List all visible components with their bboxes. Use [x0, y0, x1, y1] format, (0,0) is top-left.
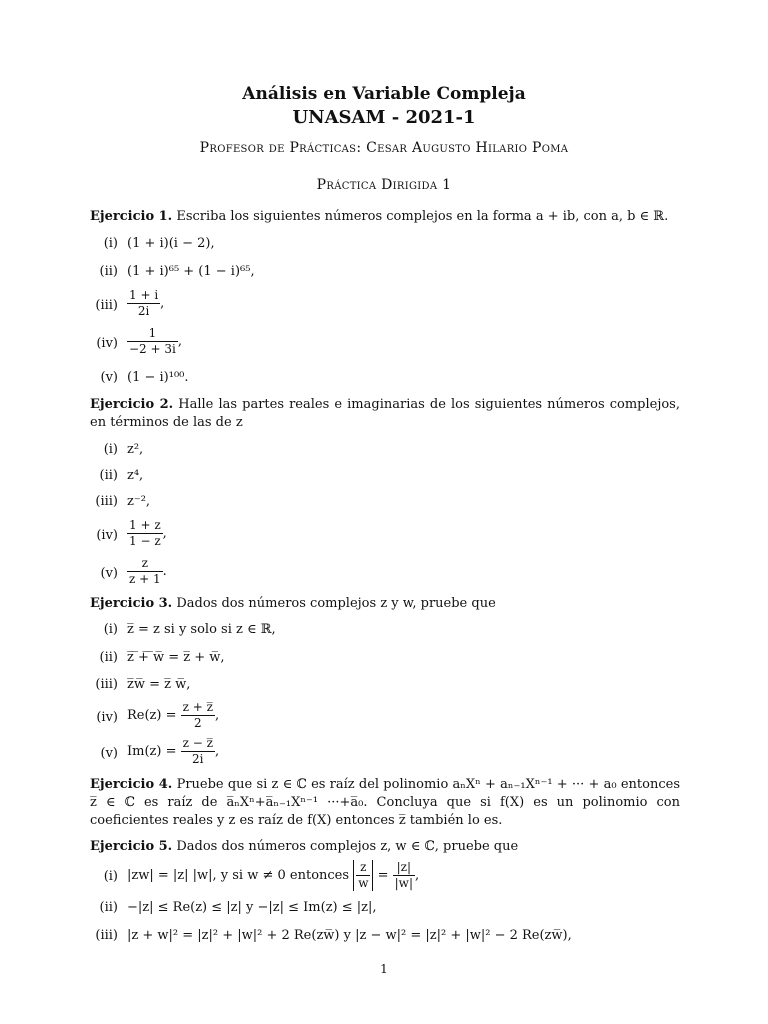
ex1-item-expr: (1 − i)¹⁰⁰.	[127, 370, 189, 385]
fraction-denominator: z + 1	[129, 572, 161, 586]
document-subtitle: UNASAM - 2021-1	[292, 107, 476, 128]
ex3-item-label: (v)	[100, 746, 118, 761]
ex5-item-label: (iii)	[95, 928, 118, 943]
ex5-item-label: (ii)	[99, 900, 118, 915]
ex1-item-label: (ii)	[99, 264, 118, 279]
fraction-numerator: z	[356, 860, 370, 876]
fraction-punct: ,	[162, 526, 167, 541]
expr-prefix: Im(z) =	[127, 744, 181, 759]
ex3-item-expr	[127, 736, 219, 767]
fraction-numerator: 1 + i	[129, 288, 159, 302]
ex3-item-label: (ii)	[99, 650, 118, 665]
exercise-5-label: Ejercicio 5.	[90, 839, 173, 854]
ex1-item-expr: (1 + i)⁶⁵ + (1 − i)⁶⁵,	[127, 264, 255, 279]
ex3-item-expr: z̅ ̅+̅ ̅w̅ = z̅ + w̅,	[127, 650, 225, 665]
fraction-numerator: z + z̅	[182, 700, 213, 714]
ex5-item-expr	[127, 860, 419, 891]
ex3-item-expr: z̅ = z si y solo si z ∈ ℝ,	[127, 622, 276, 637]
fraction-denominator: 2	[193, 716, 202, 730]
exercise-5-text: Dados dos números complejos z, w ∈ ℂ, pruebe que	[176, 839, 519, 854]
ex3-item-label: (iv)	[96, 710, 118, 725]
ex2-item-expr	[127, 518, 167, 549]
ex2-item-label: (i)	[103, 442, 118, 457]
ex5-item-label: (i)	[103, 869, 118, 884]
exercise-3-label: Ejercicio 3.	[90, 596, 173, 611]
exercise-1-statement	[90, 208, 680, 226]
exercise-4-text: Pruebe que si z ∈ ℂ es raíz del polinomio aₙXⁿ + aₙ₋₁Xⁿ⁻¹ + ··· + a₀ entonces z̅ ∈ ℂ es raíz de a̅ₙXⁿ+a̅ₙ₋₁Xⁿ⁻¹ ···+a̅₀. Concluya que si f(X) es un polinomio con coeficientes reales y z es raíz de f(X) entonces z̅ también lo es.	[90, 777, 681, 828]
ex1-item-expr	[127, 326, 182, 357]
ex5-item-expr: −|z| ≤ Re(z) ≤ |z| y −|z| ≤ Im(z) ≤ |z|,	[127, 900, 377, 915]
ex1-item-label: (iii)	[95, 298, 118, 313]
expr-equals: =	[373, 868, 393, 883]
fraction-punct: .	[162, 564, 167, 579]
fraction-punct: ,	[160, 296, 165, 311]
ex2-item-label: (v)	[100, 566, 118, 581]
fraction-numerator: |z|	[393, 860, 415, 876]
ex1-item-label: (i)	[103, 236, 118, 251]
fraction-punct: ,	[177, 334, 182, 349]
ex5-item-expr: |z + w|² = |z|² + |w|² + 2 Re(zw̅) y |z − w|² = |z|² + |w|² − 2 Re(zw̅),	[127, 928, 572, 943]
exercise-2-statement	[90, 396, 680, 432]
exercise-5-statement	[90, 838, 680, 856]
ex1-item-expr: (1 + i)(i − 2),	[127, 236, 215, 251]
fraction-denominator: 2i	[192, 752, 204, 766]
exercise-3-text: Dados dos números complejos z y w, pruebe que	[176, 596, 496, 611]
fraction-denominator: w	[358, 876, 369, 890]
ex3-item-expr	[127, 700, 219, 731]
ex3-item-label: (iii)	[95, 677, 118, 692]
exercise-4-label: Ejercicio 4.	[90, 777, 173, 792]
ex1-item-label: (v)	[100, 370, 118, 385]
ex2-item-label: (iii)	[95, 494, 118, 509]
fraction-numerator: 1	[127, 326, 178, 342]
fraction-numerator: z − z̅	[182, 736, 213, 750]
exercise-4-statement	[90, 776, 680, 830]
ex2-item-expr	[127, 556, 167, 587]
document-title: Análisis en Variable Compleja	[242, 84, 526, 104]
ex1-item-expr	[127, 288, 164, 319]
ex2-item-expr: z⁻²,	[127, 494, 151, 509]
fraction-punct: ,	[214, 708, 220, 723]
fraction-numerator: 1 + z	[129, 518, 161, 532]
practice-title: Práctica Dirigida 1	[316, 177, 452, 193]
professor-line: Profesor de Prácticas: Cesar Augusto Hilario Poma	[199, 140, 569, 156]
fraction-denominator: −2 + 3i	[129, 342, 176, 356]
fraction-punct: ,	[415, 868, 420, 883]
fraction-punct: ,	[214, 744, 220, 759]
exercise-3-statement	[90, 595, 680, 613]
ex2-item-expr: z⁴,	[127, 468, 144, 483]
expr-prefix: Re(z) =	[127, 708, 181, 723]
ex2-item-expr: z²,	[127, 442, 144, 457]
fraction-numerator: z	[127, 556, 163, 572]
ex3-item-expr: z̅w̅ = z̅ w̅,	[127, 677, 191, 692]
exercise-1-text: Escriba los siguientes números complejos en la forma a + ib, con a, b ∈ ℝ.	[176, 209, 669, 224]
exercise-2-text: Halle las partes reales e imaginarias de los siguientes números complejos, en términos de las de z	[90, 397, 680, 430]
ex2-item-label: (ii)	[99, 468, 118, 483]
page-number: 1	[380, 962, 388, 976]
exercise-2-label: Ejercicio 2.	[90, 397, 174, 412]
ex2-item-label: (iv)	[96, 528, 118, 543]
ex3-item-label: (i)	[103, 622, 118, 637]
fraction-denominator: 2i	[137, 304, 150, 318]
absolute-value-bars	[353, 860, 373, 891]
expr-prefix: |zw| = |z| |w|, y si w ≠ 0 entonces	[127, 868, 354, 883]
fraction-denominator: |w|	[394, 876, 413, 890]
fraction-denominator: 1 − z	[129, 534, 161, 548]
exercise-1-label: Ejercicio 1.	[90, 209, 173, 224]
ex1-item-label: (iv)	[96, 336, 118, 351]
